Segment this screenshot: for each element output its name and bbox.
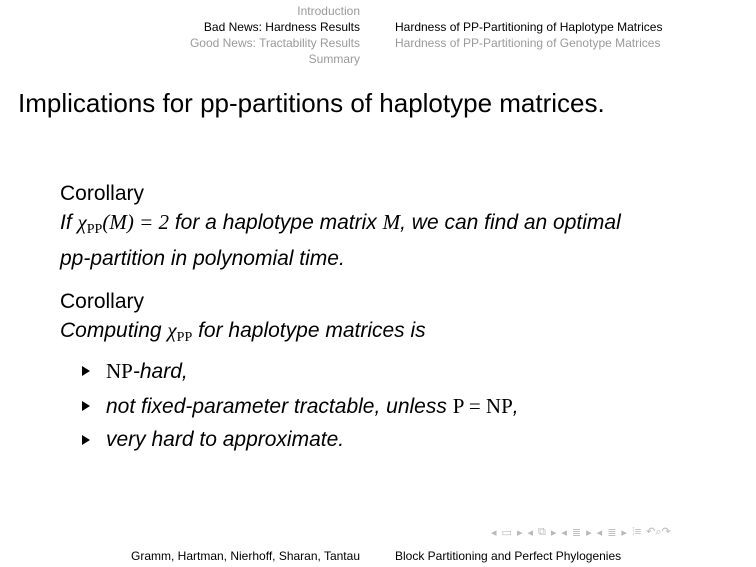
section-summary[interactable]: Summary	[308, 52, 360, 66]
corollary-items	[60, 354, 740, 458]
left-arrow-icon[interactable]: ◂	[561, 526, 567, 539]
right-arrow-icon[interactable]: ▸	[516, 526, 523, 539]
section-list	[190, 3, 360, 67]
corollary-body: If $\chi_{PP}(M) = 2$ for a haplotype matrix M, we can find an optimal pp-partition in polynomial time.	[60, 210, 621, 270]
frame-icon[interactable]: ▭	[501, 526, 512, 539]
beamer-navigation-symbols	[491, 524, 671, 540]
header-navigation	[0, 0, 756, 70]
list-item: very hard to approximate.	[60, 423, 740, 458]
section-icon[interactable]: ≣	[571, 526, 582, 539]
align-icon[interactable]: ⫶≡	[631, 525, 642, 538]
footer-authors: Gramm, Hartman, Nierhoff, Sharan, Tantau	[131, 549, 360, 563]
right-arrow-icon[interactable]: ▸	[586, 526, 592, 539]
left-arrow-icon[interactable]: ◂	[527, 526, 533, 539]
right-arrow-icon[interactable]: ▸	[621, 526, 627, 539]
subsection-haplotype[interactable]: Hardness of PP-Partitioning of Haplotype Matrices	[395, 20, 663, 34]
section-bad-news[interactable]: Bad News: Hardness Results	[203, 20, 360, 34]
corollary-title: Corollary	[60, 182, 145, 205]
left-arrow-icon[interactable]: ◂	[491, 526, 497, 539]
triangle-bullet-icon	[82, 401, 90, 411]
chi-pp-expression: $\chi_{PP}$	[167, 318, 193, 345]
footer	[0, 548, 756, 564]
chi-pp-expression: $\chi_{PP}(M) = 2$	[77, 210, 169, 237]
corollary-body: Computing $\chi_{PP}$ for haplotype matrices is NP-hard, not fixed-parameter tractable, unless P = NP, very hard to approximate.	[60, 316, 740, 458]
section-introduction[interactable]: Introduction	[297, 4, 360, 18]
section-icon[interactable]: ≣	[607, 526, 617, 539]
left-arrow-icon[interactable]: ◂	[596, 526, 603, 539]
corollary-title: Corollary	[60, 290, 145, 313]
triangle-bullet-icon	[82, 435, 90, 445]
frame-title: Implications for pp-partitions of haplotype matrices.	[18, 88, 605, 118]
list-item: not fixed-parameter tractable, unless P = NP,	[60, 389, 740, 424]
footer-title: Block Partitioning and Perfect Phylogenies	[395, 549, 622, 563]
section-good-news[interactable]: Good News: Tractability Results	[189, 36, 360, 50]
subsection-icon[interactable]: ⧉	[538, 525, 546, 538]
triangle-bullet-icon	[82, 366, 90, 376]
right-arrow-icon[interactable]: ▸	[550, 526, 557, 539]
subsection-genotype[interactable]: Hardness of PP-Partitioning of Genotype Matrices	[395, 36, 661, 50]
list-item: NP-hard,	[60, 354, 740, 389]
search-icon[interactable]: ↶⌕↷	[646, 526, 671, 538]
subsection-list	[395, 19, 662, 51]
corollary-block-2	[60, 288, 740, 458]
corollary-block-1	[60, 180, 740, 273]
